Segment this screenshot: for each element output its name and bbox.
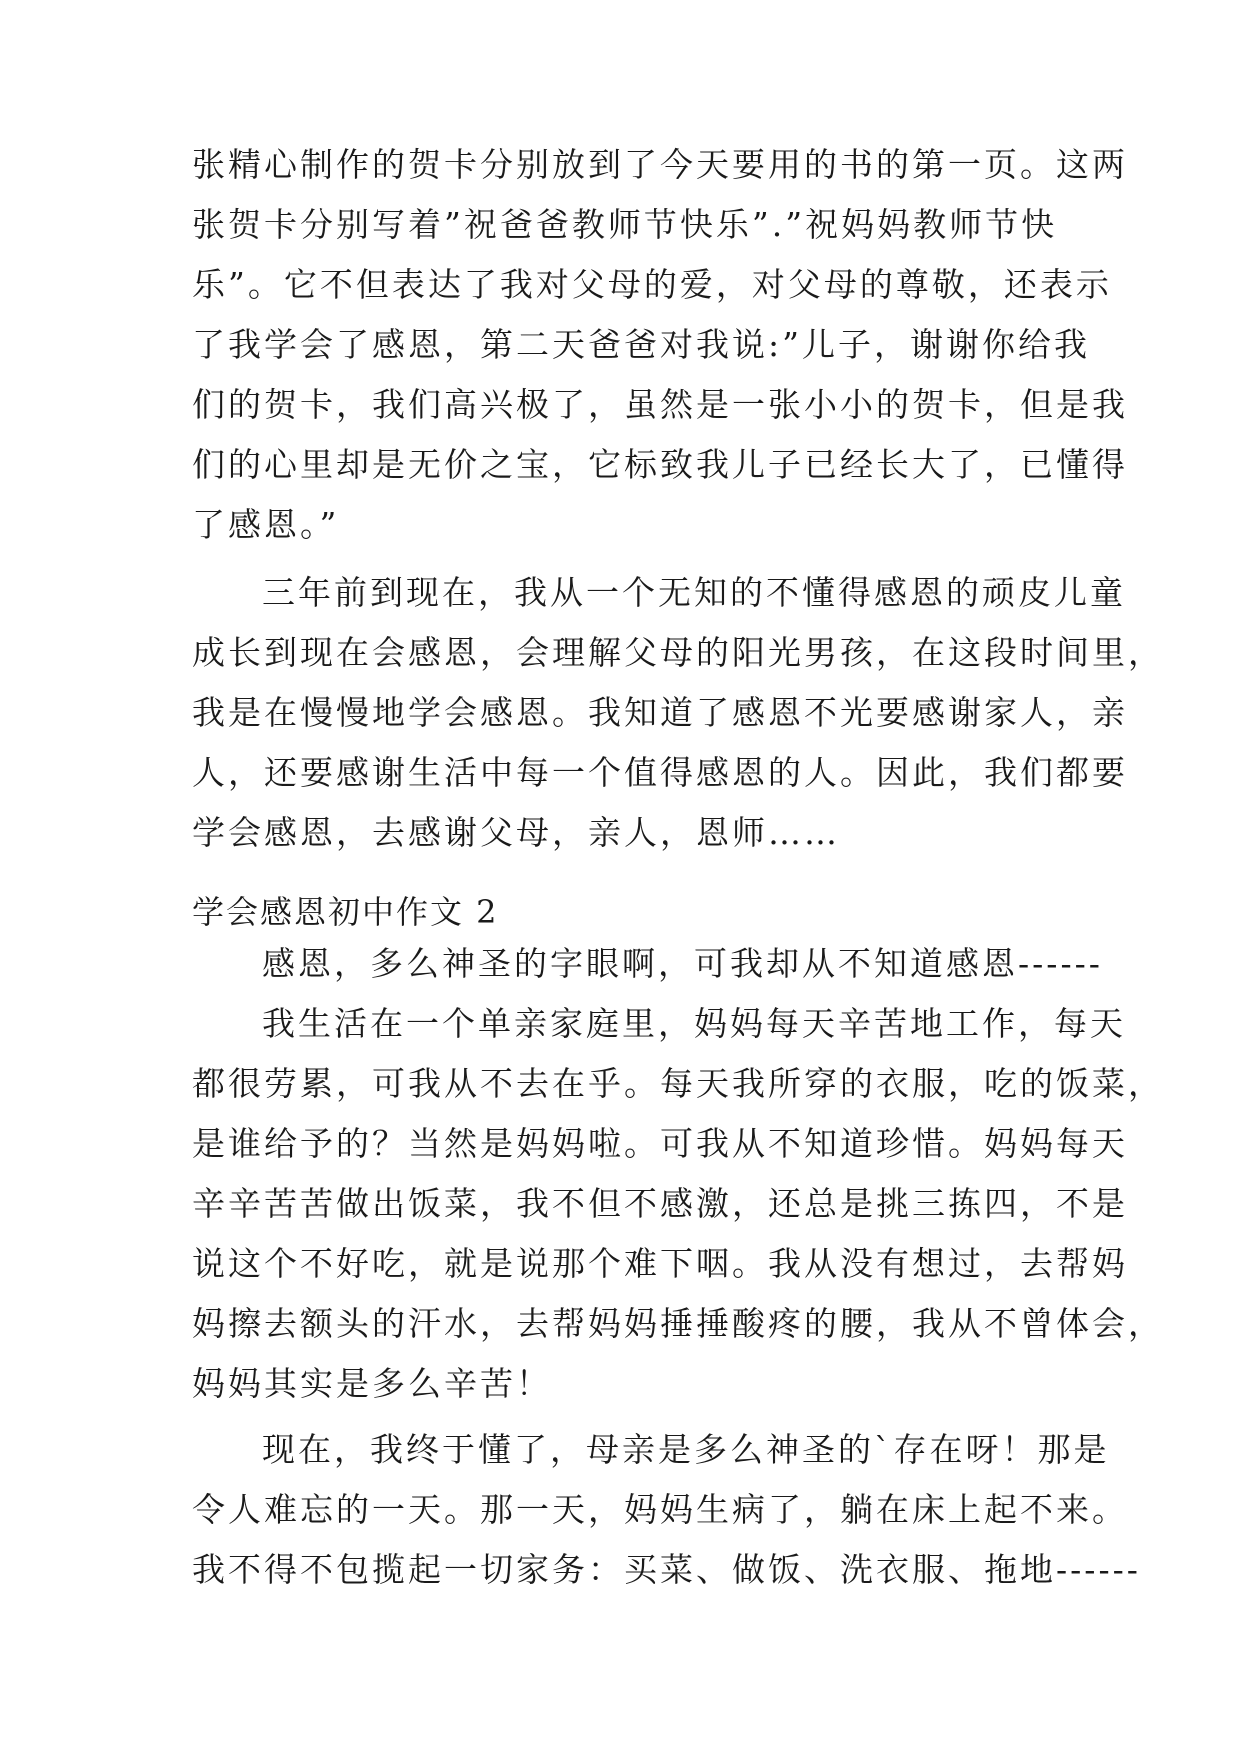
text-line: 感恩，多么神圣的字眼啊，可我却从不知道感恩------ <box>262 944 1103 983</box>
text-line: 们的心里却是无价之宝，它标致我儿子已经长大了，已懂得 <box>192 445 1128 484</box>
paragraph-1 <box>192 135 1128 555</box>
text-line: 我不得不包揽起一切家务：买菜、做饭、洗衣服、拖地------ <box>192 1550 1141 1589</box>
text-line: 张贺卡分别写着”祝爸爸教师节快乐”.”祝妈妈教师节快 <box>192 205 1058 244</box>
text-line: 说这个不好吃，就是说那个难下咽。我从没有想过，去帮妈 <box>192 1244 1128 1283</box>
text-line: 妈妈其实是多么辛苦！ <box>192 1364 552 1403</box>
text-line: 张精心制作的贺卡分别放到了今天要用的书的第一页。这两 <box>192 145 1128 184</box>
paragraph-2 <box>192 563 1164 863</box>
text-line: 乐”。它不但表达了我对父母的爱，对父母的尊敬，还表示 <box>192 265 1112 304</box>
text-line: 令人难忘的一天。那一天，妈妈生病了，躺在床上起不来。 <box>192 1490 1128 1529</box>
paragraph-5 <box>192 1420 1141 1600</box>
text-line: 辛辛苦苦做出饭菜，我不但不感激，还总是挑三拣四，不是 <box>192 1184 1128 1223</box>
text-line: 妈擦去额头的汗水，去帮妈妈捶捶酸疼的腰，我从不曾体会， <box>192 1304 1164 1343</box>
paragraph-3 <box>192 934 1103 994</box>
text-line: 三年前到现在，我从一个无知的不懂得感恩的顽皮儿童 <box>262 573 1126 612</box>
text-line: 人，还要感谢生活中每一个值得感恩的人。因此，我们都要 <box>192 753 1128 792</box>
text-line: 我是在慢慢地学会感恩。我知道了感恩不光要感谢家人，亲 <box>192 693 1128 732</box>
text-line: 我生活在一个单亲家庭里，妈妈每天辛苦地工作，每天 <box>262 1004 1126 1043</box>
text-line: 了感恩。” <box>192 505 340 544</box>
text-line: 学会感恩，去感谢父母，亲人，恩师…… <box>192 813 840 852</box>
text-line: 现在，我终于懂了，母亲是多么神圣的`存在呀！那是 <box>262 1430 1110 1469</box>
section-heading: 学会感恩初中作文 2 <box>192 893 499 931</box>
text-line: 们的贺卡，我们高兴极了，虽然是一张小小的贺卡，但是我 <box>192 385 1128 424</box>
text-line: 了我学会了感恩，第二天爸爸对我说:”儿子，谢谢你给我 <box>192 325 1090 364</box>
paragraph-4 <box>192 994 1164 1414</box>
text-line: 都很劳累，可我从不去在乎。每天我所穿的衣服，吃的饭菜， <box>192 1064 1164 1103</box>
text-line: 是谁给予的？当然是妈妈啦。可我从不知道珍惜。妈妈每天 <box>192 1124 1128 1163</box>
text-line: 成长到现在会感恩，会理解父母的阳光男孩，在这段时间里， <box>192 633 1164 672</box>
